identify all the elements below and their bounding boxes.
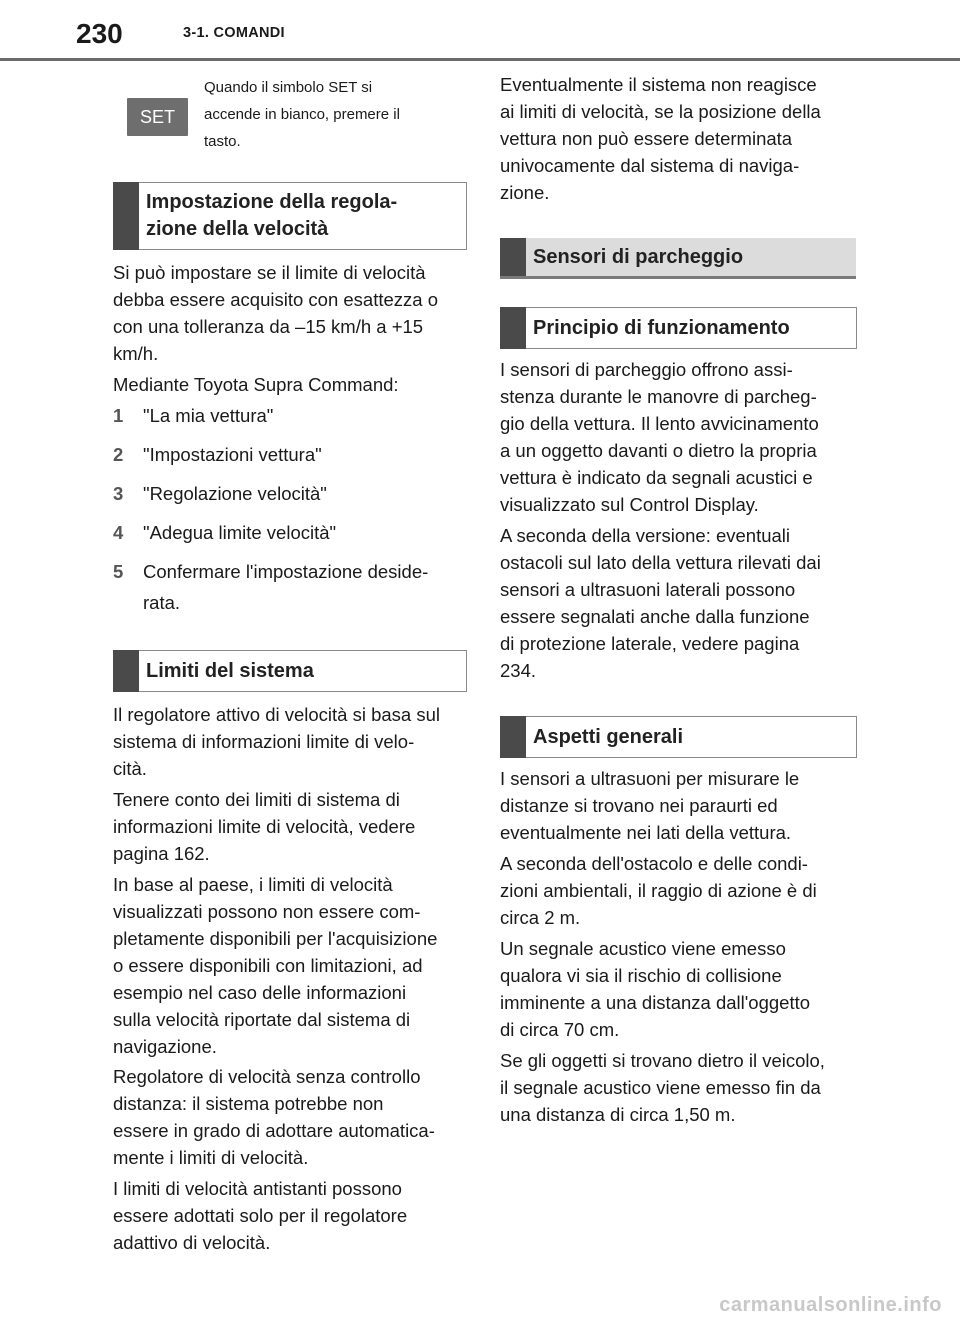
set-note-text: Quando il simbolo SET si accende in bianco, premere il tasto.: [204, 79, 400, 150]
heading-bar: [500, 716, 526, 758]
heading-bar: [113, 650, 139, 692]
set-button-icon: SET: [127, 98, 188, 136]
right-paragraph-1: Eventualmente il sistema non reagisce ai limiti di velocità, se la posizione della vettura non può essere determinata univocamente dal sistema di naviga- zione.: [500, 74, 821, 203]
left-paragraph-6: Regolatore di velocità senza controllo distanza: il sistema potrebbe non essere in grado di adottare automatica- mente i limiti di velocità.: [113, 1066, 435, 1168]
right-paragraph-7: Se gli oggetti si trovano dietro il veicolo, il segnale acustico viene emesso fin da una distanza di circa 1,50 m.: [500, 1050, 825, 1125]
page-number: 230: [76, 18, 123, 49]
right-paragraph-3: A seconda della versione: eventuali ostacoli sul lato della vettura rilevati dai sensori a ultrasuoni laterali possono essere segnalati anche dalla funzione di protezione laterale, vedere pagina 234.: [500, 525, 821, 681]
heading-parking-sensors: Sensori di parcheggio: [500, 238, 856, 279]
left-paragraph-7: I limiti di velocità antistanti possono essere adottati solo per il regolatore adattivo di velocità.: [113, 1178, 408, 1253]
heading-bar: [500, 307, 526, 349]
heading-bar: [500, 238, 526, 276]
section-title: 3-1. COMANDI: [183, 25, 285, 41]
heading-speed-setting: Impostazione della regola- zione della velocità: [113, 182, 467, 250]
header-rule: [0, 58, 960, 61]
left-paragraph-1: Si può impostare se il limite di velocità debba essere acquisito con esattezza o con una tolleranza da –15 km/h a +15 km/h.: [113, 262, 438, 364]
left-paragraph-3: Il regolatore attivo di velocità si basa sul sistema di informazioni limite di velo- cità.: [113, 704, 441, 779]
watermark-logo: carmanualsonline.info: [719, 1294, 942, 1316]
heading-bar: [113, 182, 139, 250]
left-paragraph-2: Mediante Toyota Supra Command:: [113, 374, 399, 395]
left-paragraph-5: In base al paese, i limiti di velocità visualizzati possono non essere com- pletamente disponibili per l'acquisizione o essere disponibili con limitazioni, ad esempio nel caso delle informazioni sulla velocità riportate dal sistema di navigazione.: [113, 874, 438, 1057]
heading-general-aspects: Aspetti generali: [500, 716, 857, 758]
left-paragraph-4: Tenere conto dei limiti di sistema di informazioni limite di velocità, vedere pagina 162.: [113, 789, 416, 864]
right-paragraph-6: Un segnale acustico viene emesso qualora vi sia il rischio di collisione imminente a una distanza dall'oggetto di circa 70 cm.: [500, 938, 811, 1040]
right-paragraph-2: I sensori di parcheggio offrono assi- stenza durante le manovre di parcheg- gio della vettura. Il lento avvicinamento a un oggetto davanti o dietro la propria vettura è indicato da segnali acustici e visualizzato sul Control Display.: [500, 359, 819, 515]
heading-operating-principle: Principio di funzionamento: [500, 307, 857, 349]
right-paragraph-4: I sensori a ultrasuoni per misurare le distanze si trovano nei paraurti ed eventualmente nei lati della vettura.: [500, 768, 800, 843]
right-paragraph-5: A seconda dell'ostacolo e delle condi- zioni ambientali, il raggio di azione è di circa 2 m.: [500, 853, 817, 928]
heading-system-limits: Limiti del sistema: [113, 650, 467, 692]
